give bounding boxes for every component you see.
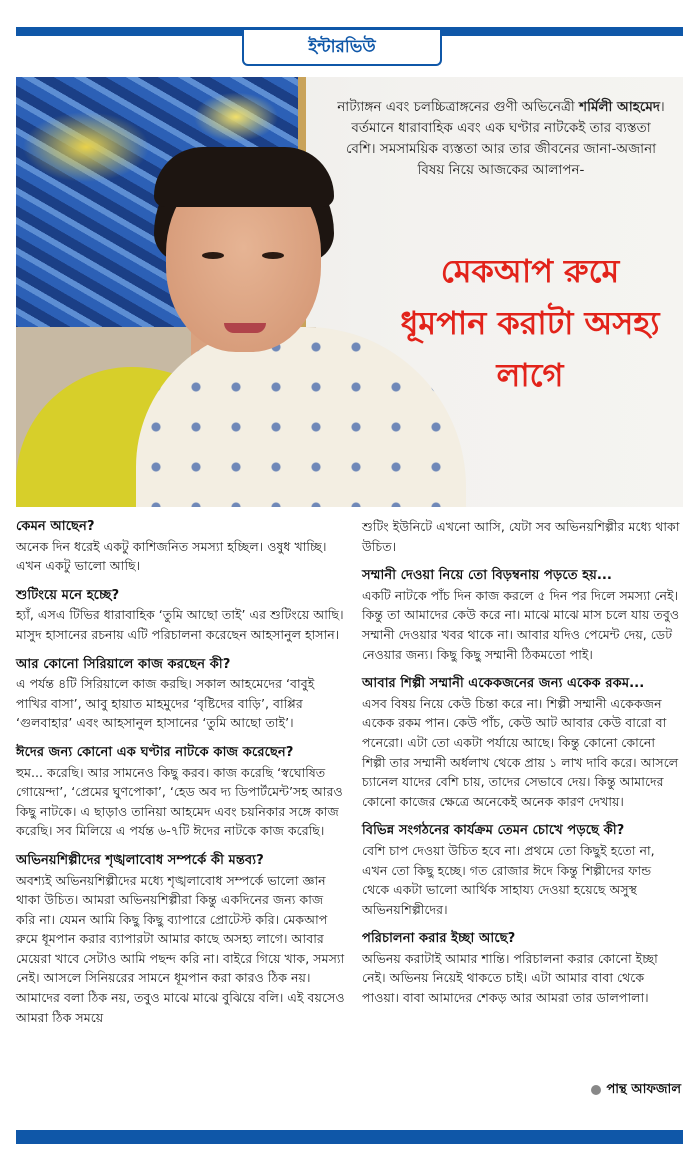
qa-block: [16, 586, 346, 645]
question: পরিচালনা করার ইচ্ছা আছে?: [362, 931, 516, 947]
qa-block: [362, 929, 682, 1007]
section-label: ইন্টারভিউ: [242, 30, 442, 66]
qa-block: [16, 655, 346, 733]
answer: এসব বিষয় নিয়ে কেউ চিন্তা করে না। শিল্পী সম্মানী একেকজন একেক রকম পান। কেউ পাঁচ, কেউ আট আবার কেউ বারো বা পনেরো। এটা তো একটা পর্যায়ে আছে। কিন্তু কোনো কোনো শিল্পী তার সম্মানী অর্ধলাখ থেকে প্রায় ১ লাখ দাবি করে। আসলে চ্যানেল যাদের বেশি চায়, তাদের সেভাবে দেয়। কিন্তু আমাদের কোনো কাজের ক্ষেত্রে অনেকেই অনেক কারণ দেখায়।: [362, 695, 679, 809]
question: অভিনয়শিল্পীদের শৃঙ্খলাবোধ সম্পর্কে কী মন্তব্য?: [16, 852, 264, 868]
qa-block: [362, 566, 682, 664]
answer: হ্যাঁ, এসএ টিভির ধারাবাহিক ‘তুমি আছো তাই’ এর শুটিংয়ে আছি। মাসুদ হাসানের রচনায় এটি পরিচালনা করেছেন আহসানুল হাসান।: [16, 607, 344, 642]
author-name: পান্থ আফজাল: [606, 1082, 681, 1097]
right-column: [362, 517, 682, 1008]
interviewee-name: শর্মিলী আহমেদ: [579, 99, 660, 115]
intro-paragraph: নাট্যাঙ্গন এবং চলচ্চিত্রাঙ্গনের গুণী অভিনেত্রী শর্মিলী আহমেদ। বর্তমানে ধারাবাহিক এবং এক ঘণ্টার নাটকেই তার ব্যস্ততা বেশি। সমসাময়িক ব্যস্ততা আর তার জীবনের জানা-অজানা বিষয় নিয়ে আজকের আলাপন-: [337, 99, 665, 178]
continued-answer: শুটিং ইউনিটে এখনো আসি, যেটা সব অভিনয়শিল্পীর মধ্যে থাকা উচিত।: [362, 519, 680, 554]
question: আবার শিল্পী সম্মানী একেকজনের জন্য একেক রকম...: [362, 676, 645, 692]
answer: একটি নাটকে পাঁচ দিন কাজ করলে ৫ দিন পর দিলে সমস্যা নেই। কিন্তু তা আমাদের কেউ করে না। মাঝে মাঝে মাস চলে যায় তবুও সম্মানী দেওয়ার খবর থাকে না। আবার যদিও পেমেন্ট দেয়, ডেট নেওয়ার জন্য। কিছু কিছু সম্মানী ঠিকমতো পাই।: [362, 587, 680, 662]
qa-block: [16, 517, 346, 576]
question: বিভিন্ন সংগঠনের কার্যক্রম তেমন চোখে পড়ছে কী?: [362, 823, 625, 839]
qa-block: [362, 821, 682, 919]
qa-block: [16, 743, 346, 841]
qa-block: [362, 674, 682, 811]
question: কেমন আছেন?: [16, 519, 95, 534]
question: শুটিংয়ে মনে হচ্ছে?: [16, 587, 120, 603]
answer: হুম... করেছি। আর সামনেও কিছু করব। কাজ করেছি ‘স্বঘোষিত গোয়েন্দা’, ‘প্রেমের ঘুণপোকা’, ‘হেড অব দ্য ডিপার্টমেন্ট’সহ আরও কিছু নাটকে। এ ছাড়াও তানিয়া আহমেদ এবং চয়নিকার সঙ্গে কাজ করেছি। সব মিলিয়ে এ পর্যন্ত ৬-৭টি ঈদের নাটকে কাজ করেছি।: [16, 764, 343, 839]
answer: বেশি চাপ দেওয়া উচিত হবে না। প্রথমে তো কিছুই হতো না, এখন তো কিছু হচ্ছে। গত রোজার ঈদে কিন্তু শিল্পীদের ফান্ড থেকে একটা ভালো আর্থিক সাহায্য দেওয়া হয়েছে অসুস্থ অভিনয়শিল্পীদের।: [362, 842, 655, 917]
answer: অবশ্যই অভিনয়শিল্পীদের মধ্যে শৃঙ্খলাবোধ সম্পর্কে ভালো জ্ঞান থাকা উচিত। আমরা অভিনয়শিল্পীরা কিন্তু একদিনের জন্য কাজ করি না। যেমন আমি কিছু কিছু ব্যাপারে প্রোটেস্ট করি। মেকআপ রুমে ধূমপান করার ব্যাপারটা আমার কাছে অসহ্য লাগে। আবার মেয়েরা খাবে সেটাও আমি পছন্দ করি না। বাইরে গিয়ে খাক, সমস্যা নেই। আসলে সিনিয়রের সামনে ধূমপান করা কারও ঠিক নয়। আমাদের বলা ঠিক নয়, তবুও মাঝে মাঝে বুঝিয়ে বলি। এই বয়সেও আমরা ঠিক সময়ে: [16, 872, 345, 1025]
question: ঈদের জন্য কোনো এক ঘণ্টার নাটকে কাজ করেছেন?: [16, 744, 294, 760]
qa-block: [16, 851, 346, 1027]
byline: [591, 1080, 681, 1101]
answer: অভিনয় করাটাই আমার শান্তি। পরিচালনা করার কোনো ইচ্ছা নেই। অভিনয় নিয়েই থাকতে চাই। এটা আমার বাবা থেকে পাওয়া। বাবা আমাদের শেকড় আর আমরা তার ডালপালা।: [362, 950, 658, 1006]
question: সম্মানী দেওয়া নিয়ে তো বিড়ম্বনায় পড়তে হয়...: [362, 568, 612, 584]
left-column: [16, 517, 346, 1027]
headline: মেকআপ রুমে ধূমপান করাটা অসহ্য লাগে: [400, 252, 660, 394]
bullet-icon: [591, 1085, 601, 1095]
bottom-rule: [16, 1130, 683, 1144]
answer: এ পর্যন্ত ৪টি সিরিয়ালে কাজ করছি। সকাল আহমেদের ‘বাবুই পাখির বাসা’, আবু হায়াত মাহমুদের ‘বৃষ্টিদের বাড়ি’, বাপ্পির ‘গুলবাহার’ এবং আহসানুল হাসানের ‘তুমি আছো তাই’।: [16, 676, 315, 731]
answer: অনেক দিন ধরেই একটু কাশিজনিত সমস্যা হচ্ছিল। ওষুধ খাচ্ছি। এখন একটু ভালো আছি।: [16, 538, 327, 574]
question: আর কোনো সিরিয়ালে কাজ করছেন কী?: [16, 656, 231, 672]
